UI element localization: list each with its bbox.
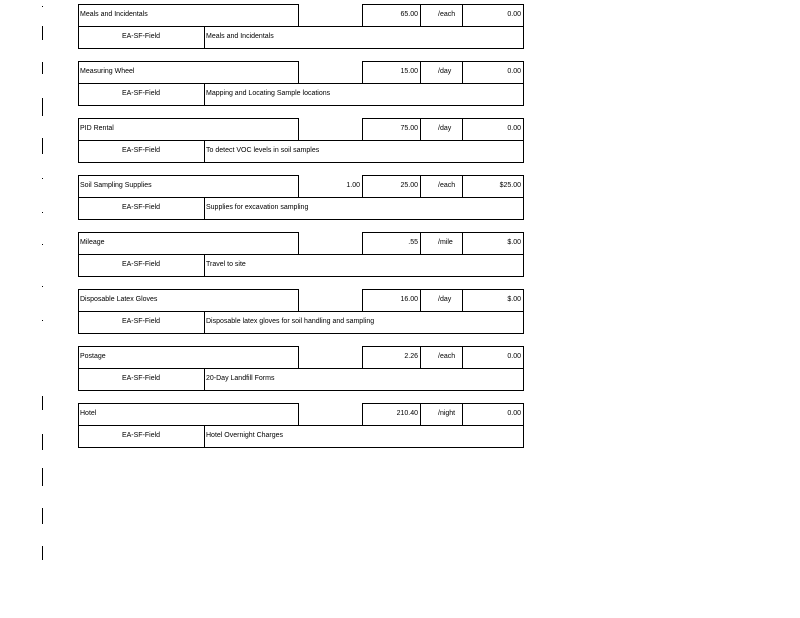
grid-line bbox=[420, 232, 524, 233]
expense-item-detail-row bbox=[78, 83, 524, 105]
item-total: 0.00 bbox=[507, 11, 521, 18]
grid-line bbox=[78, 425, 524, 426]
item-unit: /each bbox=[438, 11, 456, 18]
grid-line bbox=[462, 175, 463, 197]
grid-line bbox=[78, 346, 298, 347]
grid-line bbox=[78, 276, 524, 277]
item-unit: /day bbox=[438, 296, 452, 303]
grid-line bbox=[362, 346, 422, 347]
grid-line bbox=[78, 254, 524, 255]
item-rate: 65.00 bbox=[400, 11, 418, 18]
item-quantity bbox=[300, 232, 360, 254]
grid-line bbox=[204, 140, 205, 163]
grid-line bbox=[362, 118, 422, 119]
margin-dot bbox=[42, 6, 43, 7]
item-unit: /each bbox=[438, 182, 456, 189]
grid-line bbox=[78, 61, 298, 62]
grid-line bbox=[78, 219, 524, 220]
item-name: Meals and Incidentals bbox=[80, 11, 148, 18]
grid-line bbox=[420, 118, 524, 119]
grid-line bbox=[362, 61, 422, 62]
expense-item-main-row bbox=[78, 346, 524, 368]
grid-line bbox=[78, 105, 524, 106]
expense-item-main-row bbox=[78, 403, 524, 425]
item-quantity bbox=[300, 61, 360, 83]
item-total: 0.00 bbox=[507, 353, 521, 360]
item-rate: 75.00 bbox=[400, 125, 418, 132]
grid-line bbox=[298, 403, 299, 425]
item-account: EA-SF-Field bbox=[121, 147, 161, 154]
grid-line bbox=[78, 26, 524, 27]
grid-line bbox=[78, 333, 524, 334]
grid-line bbox=[420, 289, 524, 290]
grid-line bbox=[420, 403, 524, 404]
expense-item-main-row bbox=[78, 61, 524, 83]
item-rate: 16.00 bbox=[400, 296, 418, 303]
item-description: To detect VOC levels in soil samples bbox=[206, 147, 320, 154]
grid-line bbox=[362, 118, 363, 140]
item-account: EA-SF-Field bbox=[121, 375, 161, 382]
grid-line bbox=[420, 175, 421, 197]
item-rate: .55 bbox=[408, 239, 418, 246]
expense-item-detail-row bbox=[78, 26, 524, 48]
item-rate: 15.00 bbox=[400, 68, 418, 75]
grid-line bbox=[420, 175, 524, 176]
grid-line bbox=[298, 4, 299, 26]
expense-item bbox=[78, 232, 524, 277]
item-total: $.00 bbox=[507, 239, 521, 246]
grid-line bbox=[420, 232, 421, 254]
grid-line bbox=[462, 232, 463, 254]
expense-item bbox=[78, 346, 524, 391]
margin-bracket bbox=[42, 396, 46, 410]
expense-item-main-row bbox=[78, 289, 524, 311]
grid-line bbox=[420, 403, 421, 425]
grid-line bbox=[362, 4, 422, 5]
margin-dot bbox=[42, 178, 43, 179]
grid-line bbox=[78, 390, 524, 391]
grid-line bbox=[362, 175, 422, 176]
expense-item bbox=[78, 61, 524, 106]
item-quantity bbox=[300, 289, 360, 311]
item-unit: /day bbox=[438, 125, 452, 132]
grid-line bbox=[362, 232, 363, 254]
grid-line bbox=[298, 175, 299, 197]
margin-bracket bbox=[42, 434, 46, 450]
margin-bracket bbox=[42, 508, 46, 524]
grid-line bbox=[78, 447, 524, 448]
grid-line bbox=[78, 232, 298, 233]
grid-line bbox=[362, 289, 363, 311]
item-quantity bbox=[300, 403, 360, 425]
grid-line bbox=[298, 346, 299, 368]
expense-item-detail-row bbox=[78, 311, 524, 333]
grid-line bbox=[78, 83, 524, 84]
grid-line bbox=[362, 403, 422, 404]
item-description: Disposable latex gloves for soil handling and sampling bbox=[206, 318, 375, 325]
item-description: Hotel Overnight Charges bbox=[206, 432, 284, 439]
expense-item bbox=[78, 4, 524, 49]
grid-line bbox=[78, 118, 298, 119]
expense-item-detail-row bbox=[78, 254, 524, 276]
grid-line bbox=[78, 368, 524, 369]
grid-line bbox=[78, 48, 524, 49]
grid-line bbox=[204, 26, 205, 49]
grid-line bbox=[204, 197, 205, 220]
grid-line bbox=[462, 61, 463, 83]
grid-line bbox=[298, 61, 299, 83]
grid-line bbox=[78, 4, 298, 5]
expense-item-detail-row bbox=[78, 197, 524, 219]
grid-line bbox=[204, 368, 205, 391]
item-quantity bbox=[300, 118, 360, 140]
grid-line bbox=[362, 61, 363, 83]
item-account: EA-SF-Field bbox=[121, 33, 161, 40]
margin-dot bbox=[42, 286, 43, 287]
item-account: EA-SF-Field bbox=[121, 204, 161, 211]
grid-line bbox=[420, 4, 524, 5]
grid-line bbox=[78, 175, 298, 176]
expense-item-main-row bbox=[78, 175, 524, 197]
margin-dot bbox=[42, 212, 43, 213]
margin-bracket bbox=[42, 26, 46, 40]
item-account: EA-SF-Field bbox=[121, 261, 161, 268]
item-name: Postage bbox=[80, 353, 106, 360]
left-margin-marks bbox=[40, 0, 48, 618]
margin-bracket bbox=[42, 468, 46, 486]
grid-line bbox=[204, 83, 205, 106]
item-description: Travel to site bbox=[206, 261, 246, 268]
item-total: 0.00 bbox=[507, 410, 521, 417]
grid-line bbox=[362, 4, 363, 26]
item-name: Hotel bbox=[80, 410, 97, 417]
margin-dot bbox=[42, 320, 43, 321]
margin-bracket bbox=[42, 138, 46, 154]
item-name: Soil Sampling Supplies bbox=[80, 182, 152, 189]
item-unit: /day bbox=[438, 68, 452, 75]
grid-line bbox=[462, 4, 463, 26]
grid-line bbox=[362, 175, 363, 197]
margin-dot bbox=[42, 244, 43, 245]
expense-item bbox=[78, 403, 524, 448]
grid-line bbox=[298, 232, 299, 254]
expense-item-main-row bbox=[78, 4, 524, 26]
grid-line bbox=[420, 61, 421, 83]
expense-item-main-row bbox=[78, 232, 524, 254]
item-name: PID Rental bbox=[80, 125, 114, 132]
grid-line bbox=[78, 197, 524, 198]
item-account: EA-SF-Field bbox=[121, 318, 161, 325]
grid-line bbox=[78, 289, 298, 290]
item-total: 0.00 bbox=[507, 125, 521, 132]
item-description: Supplies for excavation sampling bbox=[206, 204, 309, 211]
item-name: Disposable Latex Gloves bbox=[80, 296, 158, 303]
grid-line bbox=[420, 346, 421, 368]
grid-line bbox=[78, 162, 524, 163]
item-quantity bbox=[300, 346, 360, 368]
item-rate: 2.26 bbox=[404, 353, 418, 360]
item-total: $25.00 bbox=[499, 182, 521, 189]
expense-item bbox=[78, 289, 524, 334]
item-account: EA-SF-Field bbox=[121, 90, 161, 97]
grid-line bbox=[462, 118, 463, 140]
item-unit: /mile bbox=[438, 239, 453, 246]
item-description: 20-Day Landfill Forms bbox=[206, 375, 275, 382]
grid-line bbox=[298, 289, 299, 311]
grid-line bbox=[420, 289, 421, 311]
expense-item-detail-row bbox=[78, 140, 524, 162]
item-description: Mapping and Locating Sample locations bbox=[206, 90, 331, 97]
item-rate: 210.40 bbox=[396, 410, 418, 417]
grid-line bbox=[362, 232, 422, 233]
grid-line bbox=[420, 118, 421, 140]
grid-line bbox=[298, 118, 299, 140]
grid-line bbox=[420, 4, 421, 26]
grid-line bbox=[462, 403, 463, 425]
grid-line bbox=[362, 346, 363, 368]
item-quantity bbox=[300, 4, 360, 26]
margin-bracket bbox=[42, 546, 46, 560]
expense-item-main-row bbox=[78, 118, 524, 140]
grid-line bbox=[462, 289, 463, 311]
item-account: EA-SF-Field bbox=[121, 432, 161, 439]
grid-line bbox=[462, 346, 463, 368]
item-unit: /each bbox=[438, 353, 456, 360]
grid-line bbox=[204, 425, 205, 448]
item-quantity: 1.00 bbox=[346, 182, 360, 189]
grid-line bbox=[420, 346, 524, 347]
item-total: $.00 bbox=[507, 296, 521, 303]
margin-bracket bbox=[42, 62, 46, 74]
margin-bracket bbox=[42, 98, 46, 116]
expense-item bbox=[78, 118, 524, 163]
item-name: Measuring Wheel bbox=[80, 68, 135, 75]
item-rate: 25.00 bbox=[400, 182, 418, 189]
item-total: 0.00 bbox=[507, 68, 521, 75]
grid-line bbox=[78, 403, 298, 404]
grid-line bbox=[204, 254, 205, 277]
item-description: Meals and Incidentals bbox=[206, 33, 274, 40]
item-name: Mileage bbox=[80, 239, 105, 246]
expense-item-detail-row bbox=[78, 425, 524, 447]
expense-item-detail-row bbox=[78, 368, 524, 390]
grid-line bbox=[204, 311, 205, 334]
grid-line bbox=[420, 61, 524, 62]
grid-line bbox=[78, 140, 524, 141]
grid-line bbox=[362, 403, 363, 425]
expense-item bbox=[78, 175, 524, 220]
item-unit: /night bbox=[438, 410, 456, 417]
grid-line bbox=[78, 311, 524, 312]
grid-line bbox=[362, 289, 422, 290]
